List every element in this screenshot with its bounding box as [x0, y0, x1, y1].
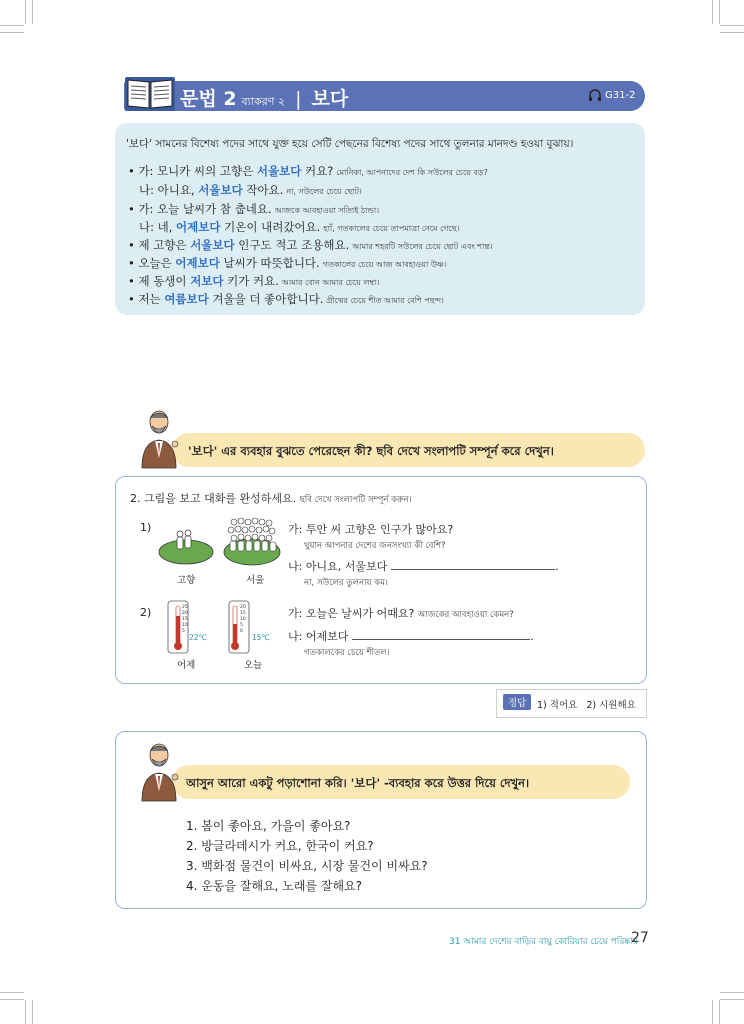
- dialogue-na: [288, 628, 534, 644]
- title-separator: |: [295, 88, 302, 110]
- crop-mark: [719, 0, 720, 24]
- crop-mark: [0, 992, 24, 993]
- example-line: [128, 273, 379, 290]
- crop-mark: [720, 25, 744, 26]
- headphone-icon[interactable]: [588, 89, 602, 102]
- audio-track-code[interactable]: G31-2: [605, 90, 636, 101]
- practice-item: 2. 방글라데시가 커요, 한국이 커요?: [186, 839, 374, 853]
- example-line: [128, 255, 447, 272]
- crop-mark: [720, 992, 744, 993]
- example-text: 날씨가 따뜻합니다.: [219, 256, 320, 270]
- example-text: 나: 아니요,: [128, 183, 199, 197]
- dialogue-ga-bn: থুয়ান আপনার দেশের জনসংখ্যা কী বেশি?: [304, 541, 446, 551]
- example-line: [128, 291, 444, 308]
- practice-item: 1. 봄이 좋아요, 가을이 좋아요?: [186, 819, 351, 833]
- answer-text: 1) 적어요 2) 시원해요: [537, 700, 636, 711]
- tick-label: 5: [240, 623, 243, 628]
- example-text: 겨울을 더 좋아합니다.: [208, 292, 324, 306]
- example-text: • 가: 오늘 날씨가 참 춥네요.: [128, 202, 272, 216]
- tick-label: 15: [182, 617, 188, 622]
- dialogue-ga-ko: 가: 투안 씨 고향은 인구가 많아요?: [288, 523, 454, 536]
- example-text: • 가: 모니카 씨의 고향은: [128, 164, 257, 178]
- dialogue-na-bn: না, সউলের তুলনায় কম।: [304, 578, 388, 588]
- tick-label: 5: [182, 629, 185, 634]
- tick-label: 20: [182, 611, 188, 616]
- tick-label: 10: [240, 617, 246, 622]
- dialogue-ga-ko: 가: 오늘은 날씨가 어때요?: [288, 607, 415, 620]
- crop-mark: [0, 32, 24, 33]
- crop-mark: [719, 1000, 720, 1024]
- example-translation: গ্রীষ্মের চেয়ে শীত আমার বেশি পছন্দ।: [326, 296, 444, 305]
- question-number: 1): [140, 521, 152, 534]
- tick-label: 25: [182, 605, 188, 610]
- dialogue-ga: [288, 521, 453, 537]
- example-text: • 오늘은: [128, 256, 176, 270]
- dialogue-na-end: .: [530, 630, 534, 643]
- example-text: 기온이 내려갔어요.: [220, 220, 321, 234]
- label-yesterday: 어제: [177, 660, 196, 671]
- dialogue-ga: [288, 605, 514, 622]
- tick-label: 0: [240, 629, 243, 634]
- exercise-title: [130, 490, 412, 507]
- example-translation: আজকে আবহাওয়া সত্যিই ঠান্ডা।: [274, 206, 380, 215]
- dialogue-na-bn: গতকালকের চেয়ে শীতল।: [304, 648, 390, 658]
- example-highlight: 어제보다: [175, 256, 220, 270]
- banner-instruction-text: '보다' এর ব্যবহার বুঝতে পেরেছেন কী? ছবি দেখে সংলাপটি সম্পূর্ন করে দেখুন।: [188, 444, 554, 458]
- tick-label: 10: [182, 623, 188, 628]
- label-today: 오늘: [244, 660, 263, 671]
- population-illustration: [158, 514, 282, 574]
- open-book-icon: [124, 74, 176, 114]
- practice-instruction-text: আসুন আরো একটু পড়াশোনা করি। '보다' -ব্যবহার করে উত্তর দিয়ে দেখুন।: [186, 776, 530, 790]
- example-translation: হ্যাঁ, গতকালের চেয়ে তাপমাত্রা নেমে গেছে।: [323, 224, 460, 233]
- temperature-today: 15℃: [252, 633, 270, 642]
- example-translation: আমার শহরটি সউলের চেয়ে ছোট এবং শান্ত।: [352, 242, 493, 251]
- example-line: [128, 219, 459, 236]
- tick-label: 20: [240, 605, 246, 610]
- crop-mark: [720, 32, 744, 33]
- grammar-topic: 보다: [311, 88, 349, 110]
- dialogue-ga-bn: আজকের আবহাওয়া কেমন?: [417, 610, 514, 620]
- grammar-title-bn: ব্যাকরণ ২: [241, 95, 286, 108]
- grammar-title-ko: 문법 2: [180, 88, 237, 110]
- teacher-icon: [136, 408, 182, 470]
- crop-mark: [712, 0, 713, 24]
- teacher-icon: [136, 741, 182, 803]
- example-highlight: 서울보다: [198, 183, 243, 197]
- example-translation: আমার বোন আমার চেয়ে লম্বা।: [281, 278, 380, 287]
- exercise-title-ko: 2. 그림을 보고 대화를 완성하세요.: [130, 492, 297, 505]
- dialogue-na-end: .: [555, 560, 559, 573]
- example-text: • 저는: [128, 292, 165, 306]
- crop-mark: [25, 1000, 26, 1024]
- example-text: 작아요.: [242, 183, 284, 197]
- example-line: [128, 182, 362, 199]
- dialogue-na-ko: 나: 어제보다: [288, 630, 349, 643]
- example-line: [128, 163, 488, 180]
- example-highlight: 저보다: [190, 274, 224, 288]
- crop-mark: [0, 25, 24, 26]
- example-text: 나: 네,: [128, 220, 177, 234]
- thermometer-scale-left: [182, 605, 188, 635]
- crop-mark: [0, 999, 24, 1000]
- example-text: 커요?: [301, 164, 334, 178]
- crop-mark: [32, 0, 33, 24]
- grammar-title: [180, 84, 348, 112]
- example-translation: গতকালের চেয়ে আজ আবহাওয়া উষ্ণ।: [322, 260, 447, 269]
- dialogue-na-ko: 나: 아니요, 서울보다: [288, 560, 388, 573]
- exercise-title-bn: ছবি দেখে সংলাপটি সম্পূর্ন করুন।: [299, 495, 412, 505]
- example-translation: মোনিকা, আপনাদের দেশ কি সউলের চেয়ে বড়?: [336, 168, 488, 177]
- question-number: 2): [140, 606, 152, 619]
- label-hometown: 고향: [177, 575, 196, 586]
- grammar-description: '보다' সামনের বিশেষ্য পদের সাথে যুক্ত হয়ে সেটি পেছনের বিশেষ্য পদের সাথে তুলনার মানদণ্ড হওয়া বুঝায়।: [126, 138, 574, 150]
- example-highlight: 어제보다: [176, 220, 221, 234]
- example-highlight: 여름보다: [164, 292, 209, 306]
- crop-mark: [32, 1000, 33, 1024]
- temperature-yesterday: 22℃: [189, 633, 207, 642]
- crop-mark: [25, 0, 26, 24]
- example-highlight: 서울보다: [256, 164, 302, 178]
- crop-mark: [712, 1000, 713, 1024]
- dialogue-na: [288, 558, 559, 574]
- answer-blank[interactable]: [352, 629, 530, 640]
- label-seoul: 서울: [246, 575, 265, 586]
- example-text: • 제 고향은: [128, 238, 191, 252]
- practice-item: 4. 운동을 잘해요, 노래를 잘해요?: [186, 879, 362, 893]
- example-line: [128, 201, 379, 218]
- crop-mark: [720, 999, 744, 1000]
- answer-tag: 정답: [503, 694, 531, 710]
- practice-item: 3. 백화점 물건이 비싸요, 시장 물건이 비싸요?: [186, 859, 428, 873]
- example-line: [128, 237, 493, 254]
- example-translation: না, সউলের চেয়ে ছোট।: [286, 187, 362, 196]
- page-number: 27: [631, 930, 649, 946]
- example-text: • 제 동생이: [128, 274, 191, 288]
- tick-label: 15: [240, 611, 246, 616]
- footer-chapter-title: 31 আমার দেশের বাড়ির বায়ু কোরিয়ার চেয়ে পরিষ্কার: [449, 937, 638, 947]
- answer-blank[interactable]: [391, 559, 555, 570]
- example-text: 인구도 적고 조용해요.: [234, 238, 350, 252]
- thermometer-scale-right: [240, 605, 246, 635]
- example-highlight: 서울보다: [190, 238, 235, 252]
- thermometer-illustration: [162, 600, 274, 656]
- example-text: 키가 커요.: [223, 274, 279, 288]
